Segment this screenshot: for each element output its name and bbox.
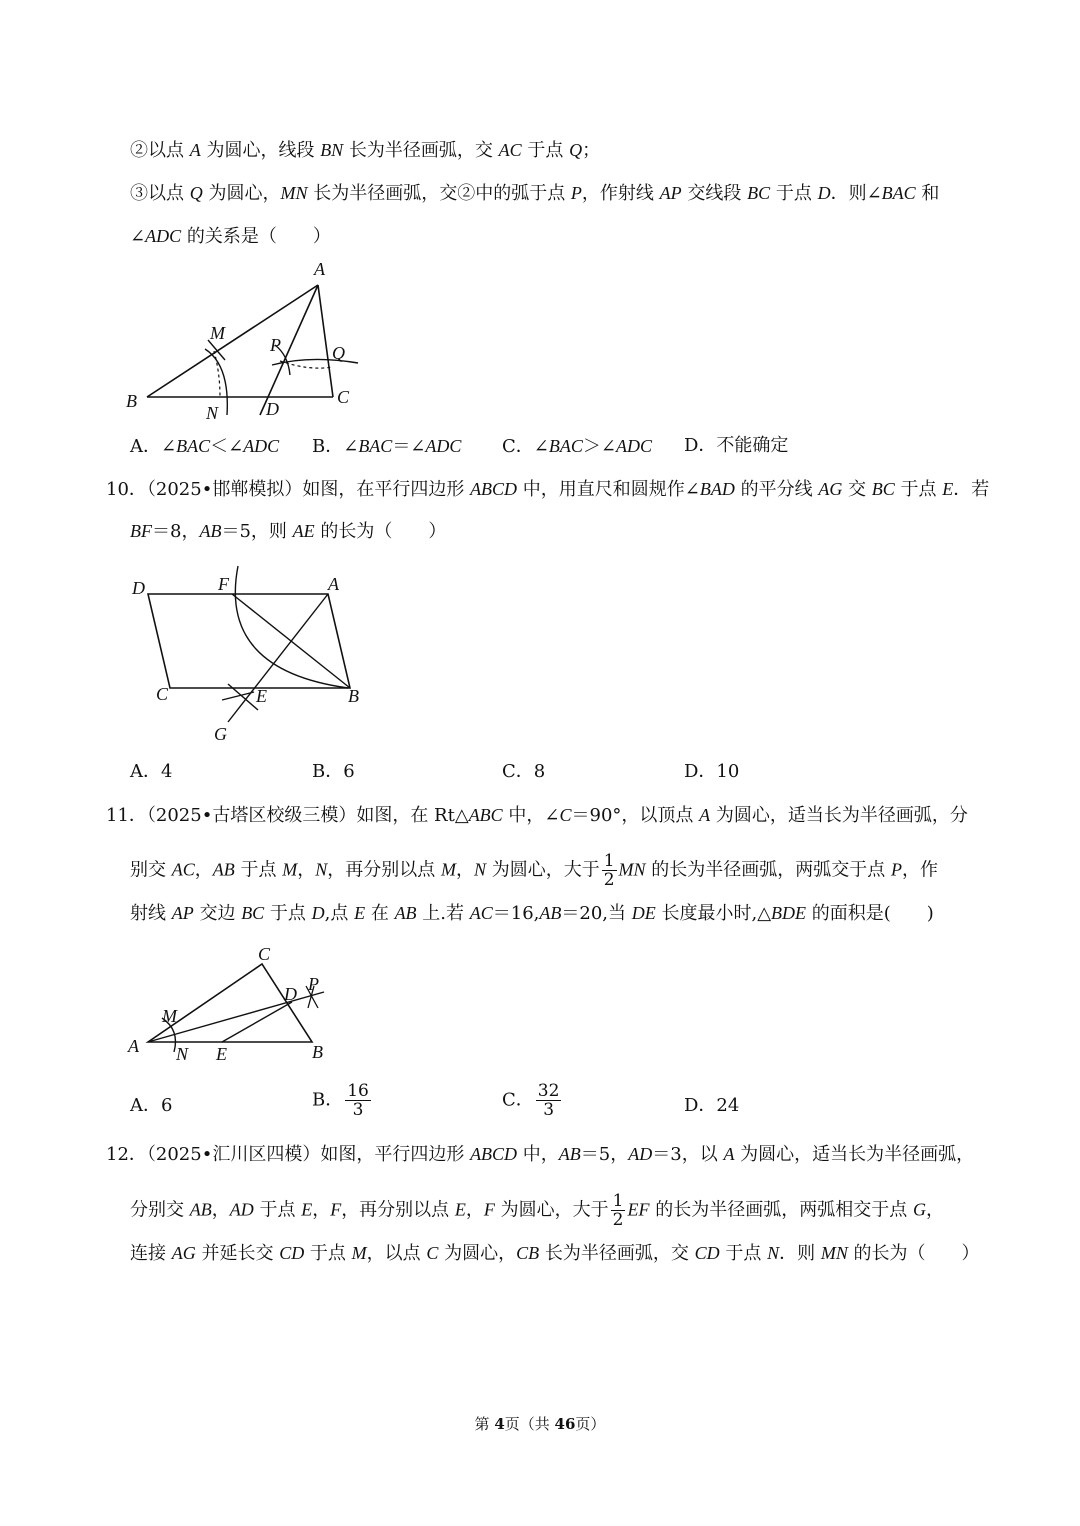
- label-P: P: [270, 335, 281, 355]
- label-Q: Q: [332, 343, 345, 363]
- segment-DE: [222, 1002, 292, 1042]
- label-B: B: [312, 1042, 323, 1062]
- label-A: A: [328, 574, 339, 594]
- q9-step3-cont: ∠ADC 的关系是（ ）: [130, 226, 331, 247]
- label-C: C: [258, 944, 271, 964]
- q10-figure: [120, 560, 380, 750]
- label-E: E: [256, 686, 267, 706]
- label-N: N: [176, 1044, 189, 1064]
- q11-line3: 射线 AP 交边 BC 于点 D,点 E 在 AB 上.若 AC＝16,AB＝20,当 DE 长度最小时,△BDE 的面积是( ): [130, 903, 934, 924]
- q11-line2: 别交 AC，AB 于点 M，N，再分别以点 M，N 为圆心，大于 $\frac{1}{2}$ MN 的长为半径画弧，两弧交于点 P，作: [130, 851, 938, 890]
- q11-option-a: A．6: [130, 1095, 173, 1116]
- q9-figure: [120, 255, 380, 425]
- q10-option-d: D．10: [684, 761, 740, 782]
- q10-option-b: B．6: [312, 761, 355, 782]
- label-C: C: [156, 684, 169, 704]
- label-M: M: [210, 323, 225, 343]
- q9-step3: ③以点 Q 为圆心，MN 长为半径画弧，交②中的弧于点 P，作射线 AP 交线段 BC 于点 D．则∠BAC 和: [130, 183, 940, 204]
- q11-option-b: B． $\frac{16}{3}$: [312, 1081, 369, 1120]
- label-A: A: [314, 259, 325, 279]
- q10-line2: BF＝8，AB＝5，则 AE 的长为（ ）: [130, 521, 447, 542]
- q10-option-a: A．4: [130, 761, 173, 782]
- q9-option-a: A．∠BAC＜∠ADC: [130, 436, 280, 457]
- fraction-one-half: $\frac{1}{2}$: [603, 851, 615, 890]
- q9-option-d: D．不能确定: [684, 435, 789, 456]
- label-B: B: [348, 686, 359, 706]
- label-M: M: [162, 1006, 177, 1026]
- page-total: 46: [554, 1415, 576, 1433]
- label-G: G: [214, 724, 227, 744]
- q11-figure: [120, 940, 350, 1070]
- q9-option-c: C．∠BAC＞∠ADC: [502, 436, 652, 457]
- q11-option-c: C． $\frac{32}{3}$: [502, 1081, 560, 1120]
- q12-line3: 连接 AG 并延长交 CD 于点 M，以点 C 为圆心，CB 长为半径画弧，交 CD 于点 N．则 MN 的长为（ ）: [130, 1243, 980, 1264]
- segment-AC: [318, 285, 333, 397]
- label-F: F: [218, 574, 229, 594]
- q11-option-d: D．24: [684, 1095, 740, 1116]
- q9-step2: ②以点 A 为圆心，线段 BN 长为半径画弧，交 AC 于点 Q；: [130, 140, 601, 161]
- fraction-one-half: $\frac{1}{2}$: [612, 1191, 624, 1230]
- label-D: D: [266, 399, 279, 419]
- label-N: N: [206, 403, 219, 423]
- label-B: B: [126, 391, 137, 411]
- page-footer: 第 4页（共 46页）: [474, 1415, 606, 1433]
- label-D: D: [284, 984, 297, 1004]
- label-A: A: [128, 1036, 139, 1056]
- q10-option-c: C．8: [502, 761, 546, 782]
- q12-line2: 分别交 AB，AD 于点 E，F，再分别以点 E，F 为圆心，大于 $\frac{1}{2}$ EF 的长为半径画弧，两弧相交于点 G，: [130, 1191, 944, 1230]
- page-number: 4: [494, 1415, 505, 1433]
- q12-line1: 12．（2025•汇川区四模）如图，平行四边形 ABCD 中，AB＝5，AD＝3，以 A 为圆心，适当长为半径画弧，: [106, 1144, 975, 1165]
- q10-line1: 10．（2025•邯郸模拟）如图，在平行四边形 ABCD 中，用直尺和圆规作∠BAD 的平分线 AG 交 BC 于点 E．若: [106, 479, 990, 500]
- label-E: E: [216, 1044, 227, 1064]
- label-C: C: [337, 387, 350, 407]
- label-D: D: [132, 578, 145, 598]
- label-P: P: [308, 974, 319, 994]
- q9-option-b: B．∠BAC＝∠ADC: [312, 436, 462, 457]
- q11-line1: 11．（2025•古塔区校级三模）如图，在 Rt△ABC 中，∠C＝90°，以顶点 A 为圆心，适当长为半径画弧，分: [106, 805, 968, 826]
